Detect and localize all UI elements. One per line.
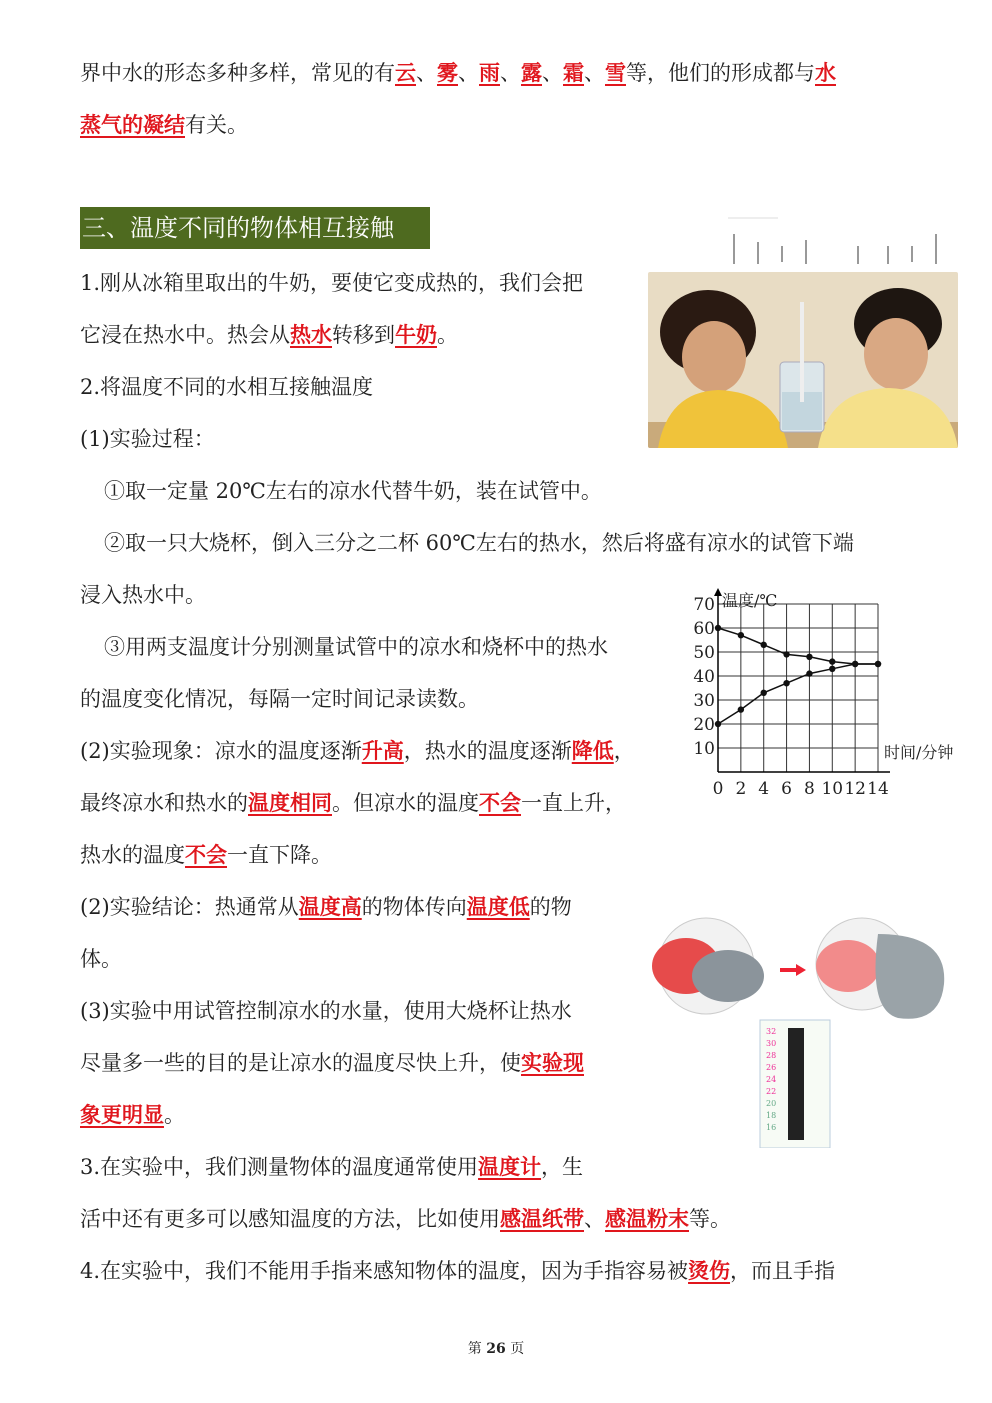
x-tick-label: 14 <box>867 779 889 799</box>
x-axis-label: 时间/分钟 <box>884 743 954 762</box>
data-point <box>806 654 812 660</box>
text: 。 <box>164 1103 185 1127</box>
footer-text: 页 <box>510 1341 525 1357</box>
text-line <box>80 788 626 818</box>
answer: 牛奶 <box>395 322 437 347</box>
page-footer <box>0 1338 992 1358</box>
x-tick-label: 2 <box>735 779 747 799</box>
text-line <box>80 1048 584 1078</box>
svg-text:20: 20 <box>766 1099 777 1108</box>
data-point <box>783 680 789 686</box>
svg-text:26: 26 <box>766 1063 777 1072</box>
x-tick-label: 6 <box>781 779 792 799</box>
svg-text:28: 28 <box>766 1051 777 1060</box>
text: (2)实验结论：热通常从 <box>80 895 299 919</box>
data-point <box>738 632 744 638</box>
text: 有关。 <box>185 113 248 137</box>
answer: 不会 <box>185 842 227 867</box>
data-point <box>829 658 835 664</box>
text-line <box>80 892 572 922</box>
text: 最终凉水和热水的 <box>80 791 248 815</box>
answer: 烫伤 <box>688 1258 731 1283</box>
text-line: 的温度变化情况，每隔一定时间记录读数。 <box>80 687 479 711</box>
page-number: 26 <box>486 1341 506 1357</box>
thermo-color-image <box>648 914 952 1148</box>
answer: 霜 <box>563 60 584 85</box>
x-tick-label: 12 <box>844 779 866 799</box>
data-point <box>806 670 812 676</box>
text-line: ①取一定量 20℃左右的凉水代替牛奶，装在试管中。 <box>104 479 602 503</box>
answer: 水 <box>815 60 836 85</box>
text-line <box>80 840 332 870</box>
answer: 云 <box>395 60 416 85</box>
text: 热水的温度 <box>80 843 185 867</box>
color-experiment-photo <box>648 914 952 1148</box>
y-axis-label: 温度/℃ <box>722 591 778 610</box>
answer: 感温纸带 <box>500 1206 584 1231</box>
text-line <box>80 58 836 88</box>
text: ，热水的温度逐渐 <box>403 739 572 763</box>
svg-text:18: 18 <box>766 1111 777 1120</box>
svg-text:22: 22 <box>766 1087 777 1096</box>
data-point <box>852 661 858 667</box>
text-line: 体。 <box>80 947 122 971</box>
text: 。但凉水的温度 <box>332 791 479 815</box>
y-tick-label: 60 <box>693 619 715 639</box>
answer: 温度计 <box>478 1154 542 1179</box>
text: 它浸在热水中。热会从 <box>80 323 290 347</box>
x-tick-label: 0 <box>712 779 724 799</box>
text: 、 <box>584 61 605 85</box>
answer: 温度高 <box>298 894 362 919</box>
text: (2)实验现象：凉水的温度逐渐 <box>80 739 362 763</box>
data-point <box>715 625 721 631</box>
text: 尽量多一些的目的是让凉水的温度尽快上升，使 <box>80 1051 521 1075</box>
answer: 降低 <box>571 738 614 763</box>
data-point <box>875 661 881 667</box>
text: 。 <box>437 323 458 347</box>
answer: 热水 <box>290 322 332 347</box>
children-beaker-image <box>648 272 958 448</box>
text-line <box>80 1152 583 1182</box>
text-line <box>80 736 635 766</box>
text: 、 <box>500 61 521 85</box>
text-line: (1)实验过程： <box>80 427 215 451</box>
data-point <box>715 721 721 727</box>
text: 3.在实验中，我们测量物体的温度通常使用 <box>80 1155 479 1179</box>
text: ，生 <box>541 1155 584 1179</box>
experiment-photo <box>648 272 958 448</box>
svg-text:24: 24 <box>766 1075 777 1084</box>
y-tick-label: 50 <box>693 643 715 663</box>
data-point <box>738 706 744 712</box>
x-tick-label: 8 <box>804 779 815 799</box>
text: 界中水的形态多种多样，常见的有 <box>80 61 395 85</box>
decorative-strip <box>728 212 948 267</box>
footer-text: 第 <box>467 1341 482 1357</box>
text: 的物 <box>529 895 572 919</box>
series-line <box>718 664 878 724</box>
text-line: ②取一只大烧杯，倒入三分之二杯 60℃左右的热水，然后将盛有凉水的试管下端 <box>104 531 854 555</box>
svg-text:30: 30 <box>766 1039 777 1048</box>
text-line <box>80 1256 835 1286</box>
y-tick-label: 40 <box>693 667 715 687</box>
data-point <box>761 642 767 648</box>
answer: 感温粉末 <box>605 1206 689 1231</box>
y-tick-label: 70 <box>693 595 715 615</box>
svg-text:16: 16 <box>766 1123 777 1132</box>
answer: 雨 <box>479 60 500 85</box>
data-point <box>829 666 835 672</box>
text: 、 <box>542 61 563 85</box>
text: 、 <box>458 61 479 85</box>
text: 的物体传向 <box>361 895 467 919</box>
text: 活中还有更多可以感知温度的方法，比如使用 <box>80 1207 500 1231</box>
text: ，而且手指 <box>730 1259 836 1283</box>
text-line <box>80 110 248 140</box>
temperature-chart <box>690 588 970 800</box>
section-heading: 三、温度不同的物体相互接触 <box>80 207 430 249</box>
text: 、 <box>416 61 437 85</box>
y-axis-arrow <box>714 588 722 596</box>
answer: 升高 <box>361 738 404 763</box>
text-line: ③用两支温度计分别测量试管中的凉水和烧杯中的热水 <box>104 635 608 659</box>
text-line <box>80 1204 731 1234</box>
answer: 蒸气的凝结 <box>80 112 185 137</box>
text-line: 1.刚从冰箱里取出的牛奶，要使它变成热的，我们会把 <box>80 271 584 295</box>
answer: 露 <box>521 60 542 85</box>
answer: 温度相同 <box>248 790 332 815</box>
x-tick-label: 4 <box>758 779 770 799</box>
text: 、 <box>584 1207 605 1231</box>
answer: 温度低 <box>466 894 530 919</box>
x-tick-label: 10 <box>821 779 844 799</box>
text: 一直上升， <box>521 791 626 815</box>
y-tick-label: 20 <box>693 715 715 735</box>
text: 等。 <box>689 1207 731 1231</box>
text: 一直下降。 <box>227 843 332 867</box>
answer: 雪 <box>605 60 626 85</box>
text-line <box>80 1100 185 1130</box>
y-tick-label: 10 <box>693 739 715 759</box>
data-point <box>783 651 789 657</box>
text-line: 2.将温度不同的水相互接触温度 <box>80 375 374 399</box>
answer: 不会 <box>479 790 521 815</box>
text: 转移到 <box>332 323 395 347</box>
text-line: 浸入热水中。 <box>80 583 206 607</box>
answer: 象更明显 <box>80 1102 164 1127</box>
svg-text:32: 32 <box>766 1027 777 1036</box>
y-tick-label: 30 <box>693 691 715 711</box>
text-line: (3)实验中用试管控制凉水的水量，使用大烧杯让热水 <box>80 999 572 1023</box>
data-point <box>761 690 767 696</box>
answer: 雾 <box>437 60 458 85</box>
text: 4.在实验中，我们不能用手指来感知物体的温度，因为手指容易被 <box>80 1259 689 1283</box>
text: ， <box>613 739 635 763</box>
text: 等，他们的形成都与 <box>626 61 815 85</box>
answer: 实验现 <box>521 1050 584 1075</box>
text-line <box>80 320 458 350</box>
